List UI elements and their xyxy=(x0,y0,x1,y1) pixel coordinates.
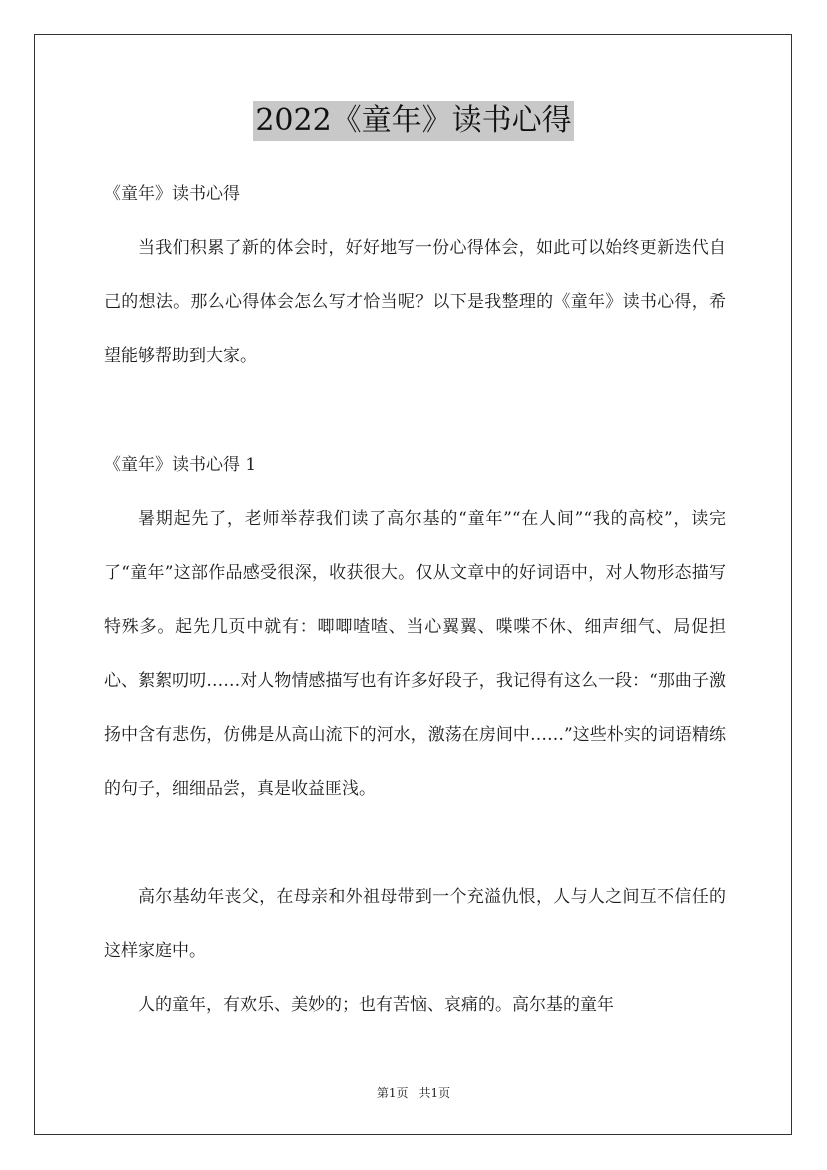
section1-paragraph-2: 高尔基幼年丧父，在母亲和外祖母带到一个充溢仇恨，人与人之间互不信任的这样家庭中。 xyxy=(104,887,726,961)
page-total: 共1页 xyxy=(418,1086,451,1100)
title-container xyxy=(0,101,827,141)
section1-paragraph-1: 暑期起先了，老师举荐我们读了高尔基的“童年”“在人间”“我的高校”，读完了“童年”这部作品感受很深，收获很大。仅从文章中的好词语中，对人物形态描写特殊多。起先几页中就有：唧唧喳喳、当心翼翼、喋喋不休、细声细气、局促担心、絮絮叨叨……对人物情感描写也有许多好段子，我记得有这么一段：“那曲子激扬中含有悲伤，仿佛是从高山流下的河水，激荡在房间中……”这些朴实的词语精练的句子，细细品尝，真是收益匪浅。 xyxy=(104,509,726,799)
page-number: 第1页 xyxy=(376,1086,409,1100)
intro-paragraph: 当我们积累了新的体会时，好好地写一份心得体会，如此可以始终更新迭代自己的想法。那么心得体会怎么写才恰当呢？以下是我整理的《童年》读书心得，希望能够帮助到大家。 xyxy=(104,238,726,366)
section1-paragraph-3: 人的童年，有欢乐、美妙的；也有苦恼、哀痛的。高尔基的童年 xyxy=(138,995,614,1015)
page-footer xyxy=(0,1084,827,1101)
section1-heading: 《童年》读书心得 1 xyxy=(104,455,257,475)
intro-heading: 《童年》读书心得 xyxy=(104,184,240,204)
document-title: 2022《童年》读书心得 xyxy=(253,101,573,141)
